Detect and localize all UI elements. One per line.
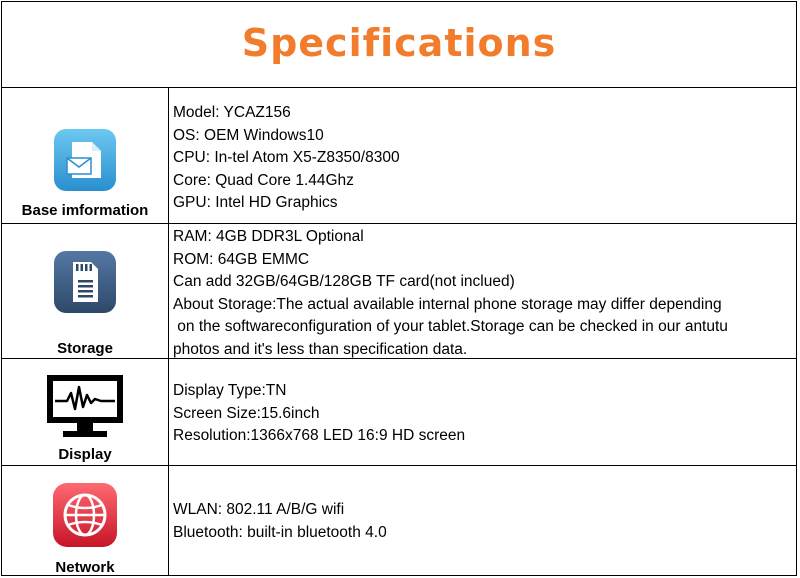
row-display — [2, 359, 796, 466]
spec-line: ROM: 64GB EMMC — [173, 250, 310, 268]
label-network: Network — [55, 559, 115, 576]
page-title: Specifications — [241, 20, 557, 65]
sd-card-icon — [53, 250, 117, 314]
label-base-information: Base imformation — [21, 202, 149, 219]
title-row — [2, 2, 796, 88]
spec-line: Bluetooth: built-in bluetooth 4.0 — [173, 523, 387, 541]
spec-line: on the softwareconfiguration of your tablet.Storage can be checked in our antutu — [173, 318, 728, 336]
icon-cell-network — [2, 466, 169, 576]
spec-line: Resolution:1366x768 LED 16:9 HD screen — [173, 427, 466, 445]
spec-line: GPU: Intel HD Graphics — [173, 194, 338, 212]
spec-table — [1, 1, 797, 576]
spec-line: WLAN: 802.11 A/B/G wifi — [173, 501, 345, 518]
spec-line: RAM: 4GB DDR3L Optional — [173, 228, 364, 245]
row-base-information — [2, 88, 796, 224]
icon-cell-display — [2, 359, 169, 465]
spec-line: About Storage:The actual available internal phone storage may differ depending — [173, 295, 722, 313]
label-storage: Storage — [57, 340, 113, 357]
monitor-icon — [45, 373, 125, 439]
storage-text — [173, 226, 792, 362]
spec-line: Screen Size:15.6inch — [173, 404, 320, 422]
spec-line: CPU: In-tel Atom X5-Z8350/8300 — [173, 149, 400, 167]
icon-cell-base — [2, 88, 169, 223]
spec-line: OS: OEM Windows10 — [173, 126, 324, 144]
globe-network-icon — [52, 482, 118, 548]
spec-line: Can add 32GB/64GB/128GB TF card(not inclued) — [173, 273, 515, 291]
icon-cell-storage — [2, 224, 169, 358]
spec-line: Model: YCAZ156 — [173, 104, 291, 121]
row-storage — [2, 224, 796, 359]
label-display: Display — [58, 446, 112, 463]
display-text — [173, 380, 792, 448]
network-text — [173, 499, 792, 544]
base-info-text — [173, 102, 792, 215]
spec-line: Display Type:TN — [173, 382, 287, 399]
mail-document-icon — [53, 128, 117, 192]
spec-line: photos and it's less than specification data. — [173, 340, 468, 358]
row-network — [2, 466, 796, 576]
spec-line: Core: Quad Core 1.44Ghz — [173, 171, 354, 189]
